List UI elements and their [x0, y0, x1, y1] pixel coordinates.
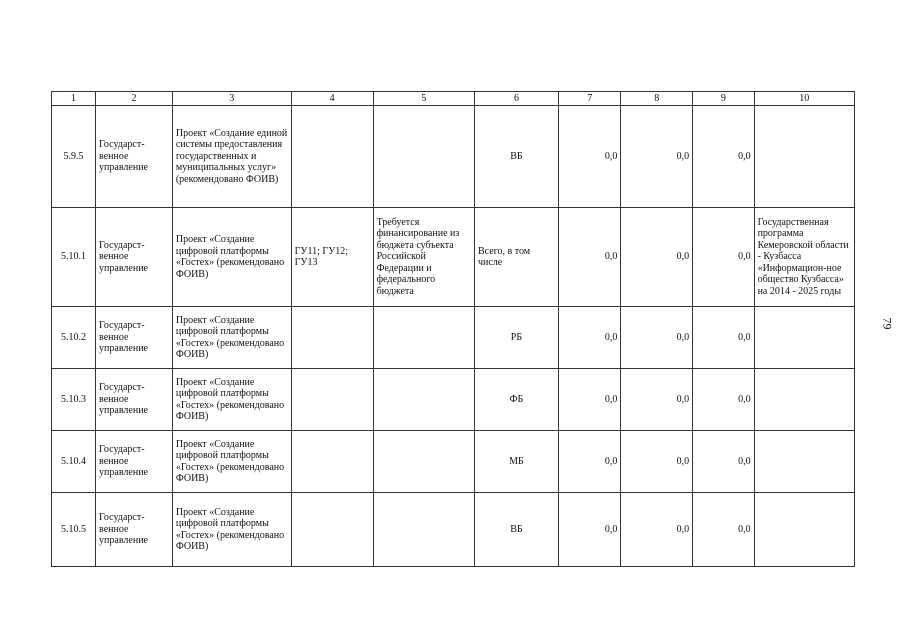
row-note — [373, 307, 474, 369]
row-value-8: 0,0 — [621, 208, 693, 307]
row-value-9: 0,0 — [693, 493, 754, 567]
column-header-1: 1 — [52, 92, 96, 106]
row-code: 5.10.3 — [52, 369, 96, 431]
row-sector: Государст- венное управление — [96, 208, 173, 307]
row-source: ФБ — [474, 369, 558, 431]
table-row — [52, 208, 855, 307]
column-header-6: 6 — [474, 92, 558, 106]
row-code: 5.10.4 — [52, 431, 96, 493]
row-note: Требуется финансирование из бюджета субъекта Российской Федерации и федерального бюджета — [373, 208, 474, 307]
row-code: 5.10.1 — [52, 208, 96, 307]
column-header-7: 7 — [558, 92, 620, 106]
table-row — [52, 369, 855, 431]
row-program — [754, 106, 854, 208]
row-code: 5.9.5 — [52, 106, 96, 208]
row-sector: Государст- венное управление — [96, 106, 173, 208]
column-header-8: 8 — [621, 92, 693, 106]
row-targets — [291, 493, 373, 567]
row-program — [754, 493, 854, 567]
row-source: РБ — [474, 307, 558, 369]
row-value-7: 0,0 — [558, 493, 620, 567]
table-row — [52, 307, 855, 369]
row-note — [373, 493, 474, 567]
row-note — [373, 106, 474, 208]
row-sector: Государст- венное управление — [96, 307, 173, 369]
row-project: Проект «Создание цифровой платформы «Гостех» (рекомендовано ФОИВ) — [172, 431, 291, 493]
row-value-8: 0,0 — [621, 369, 693, 431]
row-value-7: 0,0 — [558, 106, 620, 208]
row-source: МБ — [474, 431, 558, 493]
row-value-9: 0,0 — [693, 307, 754, 369]
column-header-3: 3 — [172, 92, 291, 106]
row-project: Проект «Создание цифровой платформы «Гостех» (рекомендовано ФОИВ) — [172, 208, 291, 307]
row-sector: Государст- венное управление — [96, 493, 173, 567]
page-number: 79 — [880, 317, 895, 330]
row-source: ВБ — [474, 493, 558, 567]
row-project: Проект «Создание единой системы предоставления государственных и муниципальных услуг» (рекомендовано ФОИВ) — [172, 106, 291, 208]
row-project: Проект «Создание цифровой платформы «Гостех» (рекомендовано ФОИВ) — [172, 307, 291, 369]
row-value-7: 0,0 — [558, 208, 620, 307]
row-targets — [291, 307, 373, 369]
row-code: 5.10.5 — [52, 493, 96, 567]
row-value-9: 0,0 — [693, 369, 754, 431]
row-program — [754, 369, 854, 431]
row-value-7: 0,0 — [558, 431, 620, 493]
row-note — [373, 431, 474, 493]
header-row — [52, 92, 855, 106]
row-targets — [291, 431, 373, 493]
table-row — [52, 106, 855, 208]
column-header-5: 5 — [373, 92, 474, 106]
row-program: Государственная программа Кемеровской области - Кузбасса «Информацион-ное общество Кузбасса» на 2014 - 2025 годы — [754, 208, 854, 307]
table-row — [52, 431, 855, 493]
row-value-9: 0,0 — [693, 208, 754, 307]
row-value-7: 0,0 — [558, 369, 620, 431]
row-sector: Государст- венное управление — [96, 431, 173, 493]
row-targets — [291, 369, 373, 431]
row-value-8: 0,0 — [621, 307, 693, 369]
row-project: Проект «Создание цифровой платформы «Гостех» (рекомендовано ФОИВ) — [172, 369, 291, 431]
column-header-9: 9 — [693, 92, 754, 106]
row-value-9: 0,0 — [693, 106, 754, 208]
row-code: 5.10.2 — [52, 307, 96, 369]
column-header-10: 10 — [754, 92, 854, 106]
row-targets — [291, 106, 373, 208]
row-value-8: 0,0 — [621, 106, 693, 208]
row-value-7: 0,0 — [558, 307, 620, 369]
budget-table — [51, 91, 855, 567]
row-source: Всего, в том числе — [474, 208, 558, 307]
column-header-4: 4 — [291, 92, 373, 106]
row-value-9: 0,0 — [693, 431, 754, 493]
row-value-8: 0,0 — [621, 493, 693, 567]
row-value-8: 0,0 — [621, 431, 693, 493]
row-project: Проект «Создание цифровой платформы «Гостех» (рекомендовано ФОИВ) — [172, 493, 291, 567]
row-sector: Государст- венное управление — [96, 369, 173, 431]
table-row — [52, 493, 855, 567]
row-targets: ГУ11; ГУ12; ГУ13 — [291, 208, 373, 307]
row-note — [373, 369, 474, 431]
row-program — [754, 307, 854, 369]
row-program — [754, 431, 854, 493]
row-source: ВБ — [474, 106, 558, 208]
column-header-2: 2 — [96, 92, 173, 106]
